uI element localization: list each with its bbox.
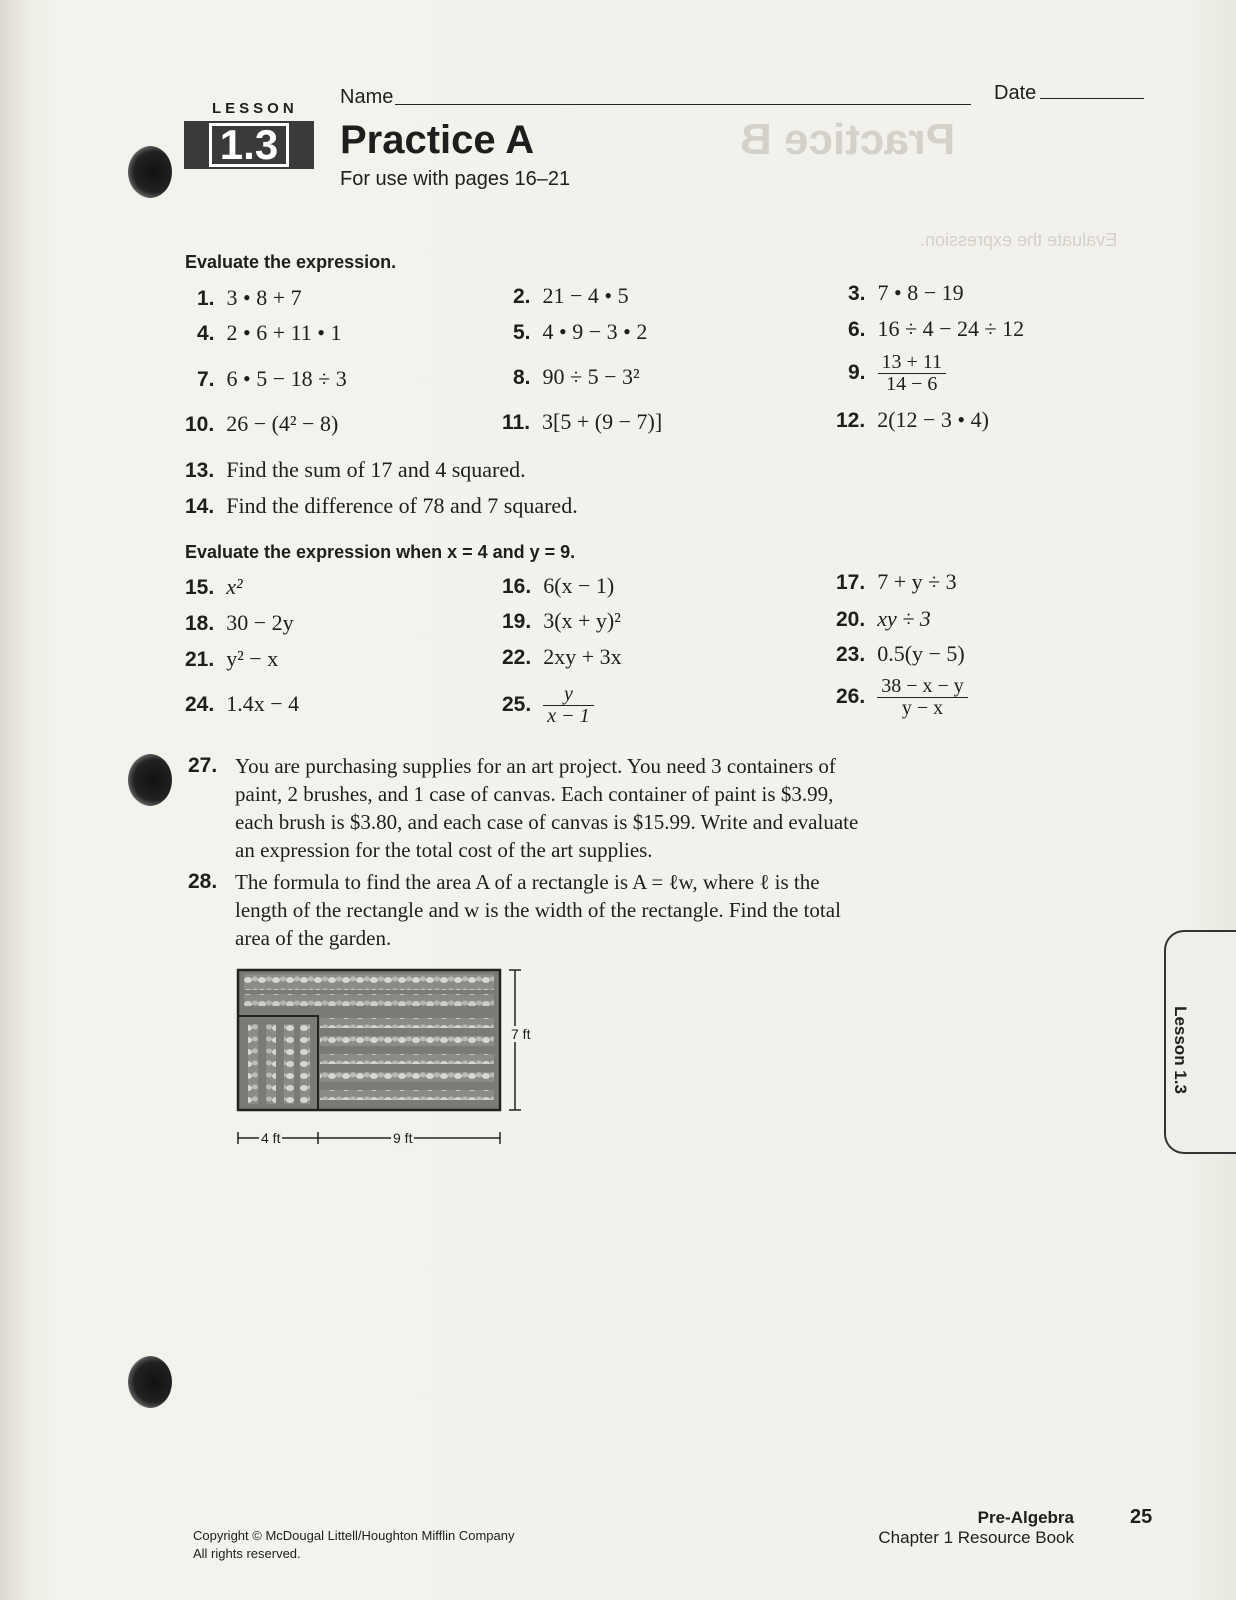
exercise-5 — [513, 319, 647, 345]
name-label: Name — [340, 86, 394, 108]
exercise-14 — [185, 493, 578, 519]
date-field[interactable] — [1040, 98, 1144, 99]
exercise-expression: y² − x — [226, 646, 279, 671]
problem-line: The formula to find the area A of a rectangle is A = ℓw, where ℓ is the — [235, 870, 820, 894]
exercise-number: 15. — [185, 576, 215, 599]
exercise-expression: 4 • 9 − 3 • 2 — [542, 319, 648, 344]
exercise-number: 3. — [848, 282, 866, 305]
exercise-10 — [185, 411, 338, 437]
exercise-19 — [502, 608, 621, 634]
exercise-number: 17. — [836, 571, 866, 594]
exercise-15 — [185, 574, 243, 600]
exercise-number: 26. — [836, 684, 866, 708]
garden-plant-row — [320, 1090, 494, 1100]
exercise-number: 9. — [848, 360, 866, 384]
exercise-24 — [185, 691, 299, 717]
fraction-denominator: x − 1 — [547, 705, 590, 727]
fraction — [543, 684, 593, 727]
problem-line: each brush is $3.80, and each case of canvas is $15.99. Write and evaluate — [235, 810, 859, 834]
problem-line: area of the garden. — [235, 926, 392, 950]
exercise-6 — [848, 316, 1024, 342]
exercise-number: 14. — [185, 495, 215, 518]
copyright-line: Copyright © McDougal Littell/Houghton Mifflin Company — [193, 1528, 515, 1543]
exercise-number: 21. — [185, 648, 215, 671]
exercise-expression: 7 • 8 − 19 — [877, 280, 964, 305]
exercise-12 — [836, 407, 989, 433]
exercise-expression: 3(x + y)² — [543, 608, 621, 633]
height-label: 7 ft — [511, 1026, 531, 1042]
problem-27 — [188, 752, 859, 864]
bleed-through-title: Practice B — [740, 115, 956, 164]
lesson-word: LESSON — [212, 100, 298, 117]
fraction — [878, 352, 947, 395]
exercise-8 — [513, 364, 640, 390]
copyright — [193, 1527, 515, 1563]
exercise-26 — [836, 676, 968, 719]
exercise-20 — [836, 606, 931, 632]
exercise-11 — [502, 409, 662, 435]
lesson-number: 1.3 — [209, 123, 289, 167]
exercise-number: 5. — [513, 321, 531, 344]
exercise-expression: 2 • 6 + 11 • 1 — [226, 320, 342, 345]
exercise-18 — [185, 610, 294, 636]
exercise-3 — [848, 280, 964, 306]
bleed-through-text: Evaluate the expression. — [920, 230, 1118, 250]
garden-plant-column — [300, 1024, 310, 1104]
exercise-number: 6. — [848, 318, 866, 341]
exercise-17 — [836, 569, 957, 595]
garden-plant-row — [320, 1018, 494, 1028]
section2-instruction: Evaluate the expression when x = 4 and y = 9. — [185, 542, 576, 562]
exercise-number: 19. — [502, 610, 532, 633]
exercise-13 — [185, 457, 526, 483]
exercise-21 — [185, 646, 278, 672]
exercise-number: 8. — [513, 366, 531, 389]
exercise-number: 4. — [197, 322, 215, 345]
garden-plant-row — [320, 1054, 494, 1064]
exercise-number: 13. — [185, 459, 215, 482]
exercise-text: Find the difference of 78 and 7 squared. — [226, 493, 578, 518]
exercise-expression: 2xy + 3x — [543, 644, 622, 669]
exercise-number: 20. — [836, 608, 866, 631]
fraction-numerator: 38 − x − y — [877, 676, 968, 698]
exercise-4 — [197, 320, 342, 346]
fraction-denominator: y − x — [901, 697, 944, 719]
exercise-expression: 3 • 8 + 7 — [226, 285, 302, 310]
book-info — [864, 1508, 1074, 1548]
exercise-expression: 7 + y ÷ 3 — [877, 569, 957, 594]
width-right-label: 9 ft — [393, 1130, 413, 1146]
problem-line: length of the rectangle and w is the width of the rectangle. Find the total — [235, 898, 841, 922]
exercise-22 — [502, 644, 622, 670]
fraction-numerator: 13 + 11 — [878, 352, 947, 374]
exercise-number: 2. — [513, 285, 531, 308]
problem-line: an expression for the total cost of the art supplies. — [235, 838, 653, 862]
exercise-2 — [513, 283, 629, 309]
exercise-expression: 1.4x − 4 — [226, 691, 300, 716]
section1-instruction: Evaluate the expression. — [185, 252, 397, 272]
page-number: 25 — [1130, 1506, 1153, 1528]
exercise-number: 7. — [197, 368, 215, 391]
exercise-number: 23. — [836, 643, 866, 666]
width-left-label: 4 ft — [261, 1130, 281, 1146]
problem-line: You are purchasing supplies for an art project. You need 3 containers of — [235, 754, 836, 778]
exercise-1 — [197, 285, 302, 311]
garden-plant-row — [244, 994, 494, 1006]
exercise-expression: 3[5 + (9 − 7)] — [542, 409, 663, 434]
exercise-number: 11. — [502, 411, 531, 434]
name-field[interactable] — [395, 104, 971, 105]
binder-hole-top — [128, 146, 172, 198]
exercise-expression: 90 ÷ 5 − 3² — [542, 364, 640, 389]
binder-hole-bottom — [128, 1356, 172, 1408]
fraction-numerator: y — [543, 684, 593, 706]
garden-plant-column — [266, 1024, 276, 1104]
exercise-number: 22. — [502, 646, 532, 669]
garden-plant-row — [320, 1072, 494, 1082]
garden-figure — [230, 962, 550, 1152]
exercise-number: 24. — [185, 693, 215, 716]
exercise-expression: xy ÷ 3 — [877, 606, 931, 631]
problem-28 — [188, 868, 841, 952]
exercise-16 — [502, 573, 614, 599]
problem-line: paint, 2 brushes, and 1 case of canvas. Each container of paint is $3.99, — [235, 782, 834, 806]
lesson-number-badge — [184, 121, 314, 169]
exercise-expression: 26 − (4² − 8) — [226, 411, 339, 436]
exercise-25 — [502, 684, 594, 727]
garden-plant-row — [320, 1036, 494, 1046]
fraction-denominator: 14 − 6 — [886, 373, 938, 395]
copyright-line: All rights reserved. — [193, 1546, 301, 1561]
page-subtitle: For use with pages 16–21 — [340, 168, 571, 190]
side-tab-label: Lesson 1.3 — [1171, 1006, 1190, 1094]
exercise-number: 25. — [502, 692, 532, 716]
exercise-number: 18. — [185, 612, 215, 635]
problem-number: 27. — [188, 754, 218, 777]
exercise-expression: x² — [226, 574, 243, 599]
binder-hole-middle — [128, 754, 172, 806]
page-title: Practice A — [340, 118, 535, 162]
exercise-23 — [836, 641, 965, 667]
exercise-expression: 2(12 − 3 • 4) — [877, 407, 989, 432]
exercise-7 — [197, 366, 347, 392]
garden-plant-column — [284, 1024, 294, 1104]
date-label: Date — [994, 82, 1037, 104]
exercise-expression: 21 − 4 • 5 — [542, 283, 629, 308]
fraction — [877, 676, 968, 719]
book-title: Pre-Algebra — [977, 1508, 1074, 1527]
exercise-expression: 0.5(y − 5) — [877, 641, 965, 666]
problem-number: 28. — [188, 870, 218, 893]
book-subtitle: Chapter 1 Resource Book — [878, 1528, 1074, 1547]
exercise-number: 12. — [836, 409, 866, 432]
exercise-expression: 6 • 5 − 18 ÷ 3 — [226, 366, 347, 391]
exercise-text: Find the sum of 17 and 4 squared. — [226, 457, 526, 482]
exercise-number: 16. — [502, 575, 532, 598]
exercise-expression: 30 − 2y — [226, 610, 294, 635]
exercise-number: 10. — [185, 413, 215, 436]
exercise-expression: 6(x − 1) — [543, 573, 615, 598]
exercise-9 — [848, 352, 946, 395]
exercise-expression: 16 ÷ 4 − 24 ÷ 12 — [877, 316, 1025, 341]
garden-plant-row — [244, 974, 494, 990]
garden-plant-column — [248, 1024, 258, 1104]
exercise-number: 1. — [197, 287, 215, 310]
